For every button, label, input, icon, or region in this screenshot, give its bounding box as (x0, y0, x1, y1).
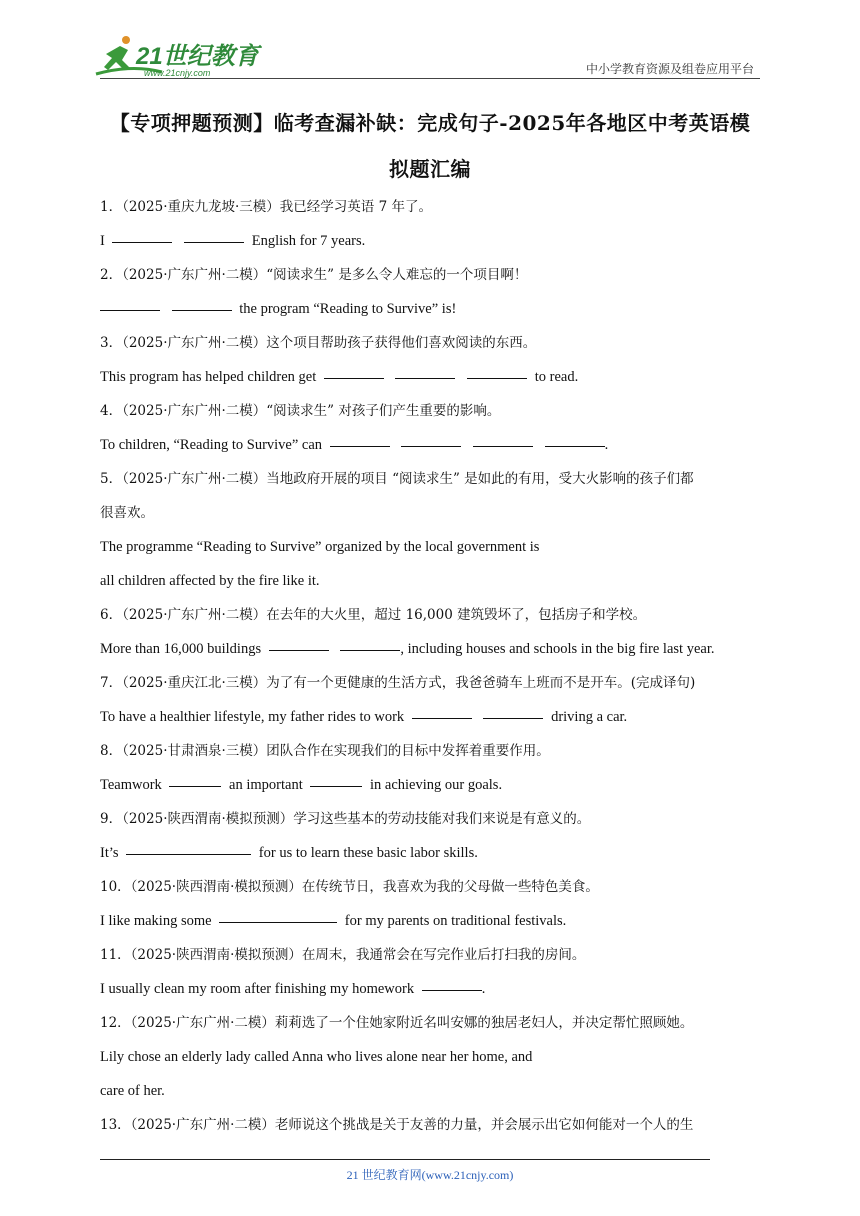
answer-line (100, 1040, 760, 1074)
answer-text: I like making some (100, 913, 212, 929)
question-prompt: 7．（2025·重庆江北·三模）为了有一个更健康的生活方式，我爸爸骑车上班而不是开车。(完成译句) (100, 675, 696, 691)
footer-link[interactable]: 21 世纪教育网(www.21cnjy.com) (346, 1168, 514, 1182)
answer-blank[interactable] (324, 377, 384, 379)
question-prompt: 12．（2025·广东广州·二模）莉莉选了一个住她家附近名叫安娜的独居老妇人，并决定帮忙照顾她。 (100, 1015, 694, 1031)
answer-line-continued: all children affected by the fire like it. (100, 573, 320, 589)
logo-text: 21世纪教育 (136, 43, 259, 70)
answer-blank[interactable] (483, 717, 543, 719)
answer-text: More than 16,000 buildings (100, 641, 262, 657)
answer-text: for us to learn these basic labor skills. (258, 845, 478, 861)
answer-blank[interactable] (412, 717, 472, 719)
answer-text: driving a car. (551, 709, 628, 725)
answer-blank[interactable] (422, 989, 482, 991)
question-prompt: 6．（2025·广东广州·二模）在去年的大火里，超过 16,000 建筑毁坏了，包括房子和学校。 (100, 607, 647, 623)
answer-blank[interactable] (395, 377, 455, 379)
platform-name: 中小学教育资源及组卷应用平台 (585, 62, 754, 76)
answer-text: I usually clean my room after finishing my homework (100, 981, 415, 997)
answer-text: to read. (534, 369, 579, 385)
answer-line (100, 428, 760, 462)
answer-blank[interactable] (310, 785, 362, 787)
answer-text: an important (229, 777, 303, 793)
answer-line (100, 768, 760, 802)
answer-text: Teamwork (100, 777, 162, 793)
answer-blank[interactable] (184, 241, 244, 243)
question-prompt: 3．（2025·广东广州·二模）这个项目帮助孩子获得他们喜欢阅读的东西。 (100, 335, 537, 351)
answer-text: for my parents on traditional festivals. (344, 913, 567, 929)
question-prompt: 5．（2025·广东广州·二模）当地政府开展的项目 “阅读求生” 是如此的有用，受大火影响的孩子们都 (100, 471, 694, 487)
answer-text: To have a healthier lifestyle, my father rides to work (100, 709, 405, 725)
answer-blank[interactable] (100, 309, 160, 311)
answer-blank[interactable] (269, 649, 329, 651)
answer-text: English for 7 years. (251, 233, 366, 249)
title-line-2: 拟题汇编 (389, 157, 471, 181)
question-prompt: 11．（2025·陕西渭南·模拟预测）在周末，我通常会在写完作业后打扫我的房间。 (100, 947, 586, 963)
answer-line (100, 360, 760, 394)
question-prompt: 8．（2025·甘肃酒泉·三模）团队合作在实现我们的目标中发挥着重要作用。 (100, 743, 550, 759)
runner-logo-icon (92, 34, 262, 78)
header-divider (100, 78, 760, 79)
answer-line (100, 292, 760, 326)
question-prompt-continued: 很喜欢。 (100, 505, 154, 521)
question-prompt: 13．（2025·广东广州·二模）老师说这个挑战是关于友善的力量，并会展示出它如何能对一个人的生 (100, 1117, 694, 1133)
question-list (100, 190, 760, 1142)
answer-blank[interactable] (112, 241, 172, 243)
answer-blank[interactable] (172, 309, 232, 311)
question-prompt: 9．（2025·陕西渭南·模拟预测）学习这些基本的劳动技能对我们来说是有意义的。 (100, 811, 591, 827)
logo (92, 34, 262, 78)
question-prompt: 4．（2025·广东广州·二模）“阅读求生” 对孩子们产生重要的影响。 (100, 403, 501, 419)
answer-text: It’s (100, 845, 119, 861)
page-header (0, 0, 860, 80)
answer-line (100, 700, 760, 734)
answer-text: . (604, 437, 609, 453)
answer-blank[interactable] (169, 785, 221, 787)
answer-line (100, 836, 760, 870)
answer-blank[interactable] (330, 445, 390, 447)
answer-line (100, 632, 760, 666)
answer-blank[interactable] (473, 445, 533, 447)
answer-text: I (100, 233, 105, 249)
question-prompt: 2．（2025·广东广州·二模）“阅读求生” 是多么令人难忘的一个项目啊！ (100, 267, 528, 283)
answer-line (100, 972, 760, 1006)
answer-blank[interactable] (401, 445, 461, 447)
answer-text: Lily chose an elderly lady called Anna who lives alone near her home, and (100, 1049, 533, 1065)
answer-text: The programme “Reading to Survive” organized by the local government is (100, 539, 540, 555)
answer-text: , including houses and schools in the big fire last year. (400, 641, 715, 657)
answer-text: This program has helped children get (100, 369, 317, 385)
answer-line (100, 904, 760, 938)
answer-blank[interactable] (340, 649, 400, 651)
title-line-1: 【专项押题预测】临考查漏补缺：完成句子-2025年各地区中考英语模 (109, 111, 751, 135)
answer-text: the program “Reading to Survive” is! (239, 301, 457, 317)
logo-url: www.21cnjy.com (144, 68, 211, 78)
answer-blank[interactable] (545, 445, 605, 447)
answer-line (100, 530, 760, 564)
page-title (100, 100, 760, 192)
question-prompt: 1．（2025·重庆九龙坡·三模）我已经学习英语 7 年了。 (100, 199, 432, 215)
answer-text: . (481, 981, 486, 997)
answer-blank[interactable] (219, 921, 337, 923)
question-prompt: 10．（2025·陕西渭南·模拟预测）在传统节日，我喜欢为我的父母做一些特色美食。 (100, 879, 599, 895)
answer-line (100, 224, 760, 258)
answer-line-continued: care of her. (100, 1083, 165, 1099)
answer-blank[interactable] (126, 853, 251, 855)
answer-text: To children, “Reading to Survive” can (100, 437, 323, 453)
footer-divider (100, 1159, 710, 1160)
answer-text: in achieving our goals. (370, 777, 503, 793)
answer-blank[interactable] (467, 377, 527, 379)
